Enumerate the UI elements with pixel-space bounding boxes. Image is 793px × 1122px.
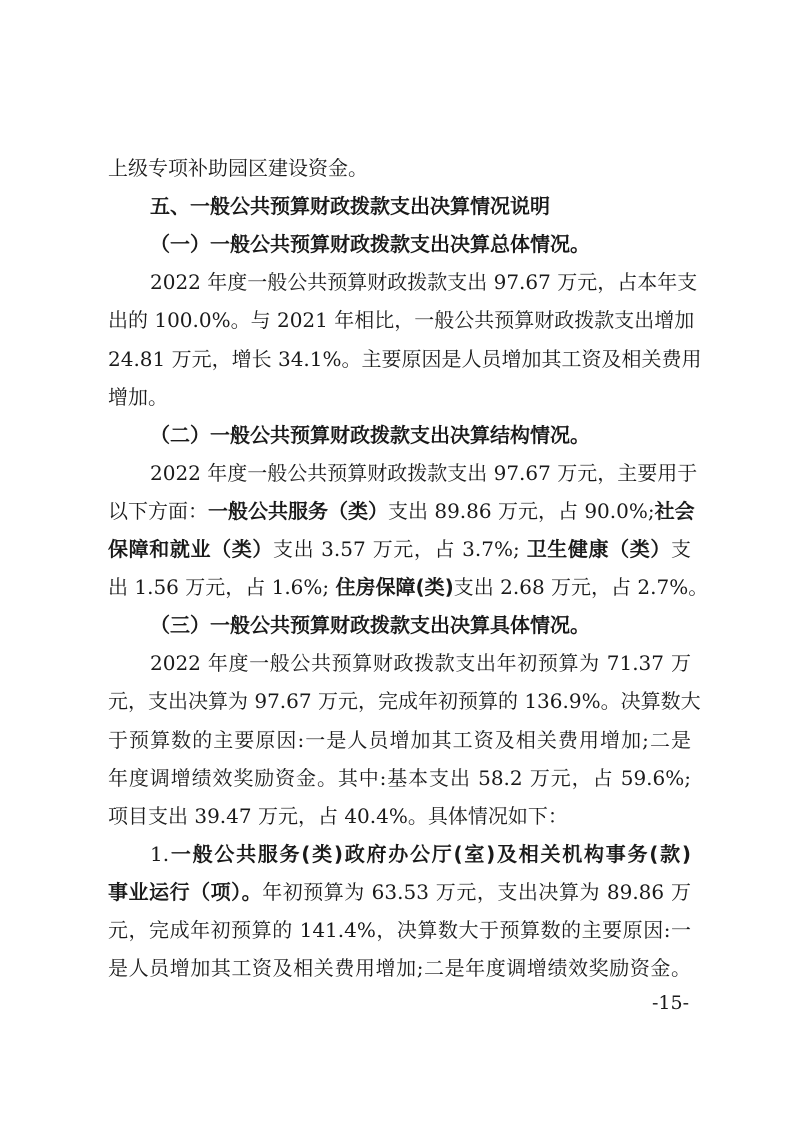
- text-segment: 24.81 万元，增长 34.1%。主要原因是人员增加其工资及相关费用: [108, 346, 702, 371]
- section-heading: [150, 231, 691, 257]
- text-line: [108, 688, 701, 714]
- text-segment: （二）一般公共预算财政拨款支出决算结构情况。: [150, 422, 590, 447]
- text-segment: 支: [671, 537, 692, 561]
- text-line: [150, 650, 691, 676]
- text-line: [150, 841, 691, 867]
- text-segment: 支出 3.57 万元，占 3.7%;: [272, 537, 527, 561]
- text-segment: 年度调增绩效奖励资金。其中:基本支出 58.2 万元，占 59.6%;: [108, 765, 691, 790]
- bold-text: 卫生健康（类）: [526, 537, 672, 561]
- text-segment: 元，完成年初预算的 141.4%，决算数大于预算数的主要原因:一: [108, 918, 691, 942]
- bold-text: 住房保障(类): [335, 575, 454, 600]
- text-segment: 2022 年度一般公共预算财政拨款支出 97.67 万元，占本年支: [150, 270, 698, 295]
- text-segment: （一）一般公共预算财政拨款支出决算总体情况。: [150, 232, 590, 257]
- text-line: [108, 765, 691, 791]
- bold-text: 保障和就业（类）: [108, 537, 273, 561]
- text-line: [108, 155, 691, 181]
- text-line: [108, 498, 695, 524]
- text-segment: 项目支出 39.47 万元，占 40.4%。具体情况如下：: [108, 803, 568, 828]
- text-segment: 支出 89.86 万元，占 90.0%;: [388, 498, 655, 523]
- section-heading: [150, 193, 691, 219]
- text-segment: 出的 100.0%。与 2021 年相比，一般公共预算财政拨款支出增加: [108, 308, 695, 333]
- bold-text: 一般公共服务(类)政府办公厅(室)及相关机构事务(款): [169, 841, 691, 866]
- text-segment: 于预算数的主要原因:一是人员增加其工资及相关费用增加;二是: [108, 727, 691, 752]
- text-line: [108, 879, 691, 905]
- text-line: [108, 307, 695, 333]
- text-line: [108, 574, 709, 600]
- text-segment: 五、一般公共预算财政拨款支出决算情况说明: [150, 194, 550, 219]
- text-segment: 是人员增加其工资及相关费用增加;二是年度调增绩效奖励资金。: [108, 956, 691, 981]
- page-number: -15-: [652, 992, 690, 1014]
- text-segment: 2022 年度一般公共预算财政拨款支出 97.67 万元，主要用于: [150, 460, 698, 485]
- text-segment: （三）一般公共预算财政拨款支出决算具体情况。: [150, 613, 590, 638]
- bold-text: 社会: [654, 498, 695, 523]
- text-segment: 元，支出决算为 97.67 万元，完成年初预算的 136.9%。决算数大: [108, 689, 701, 714]
- text-segment: 1.: [150, 841, 170, 866]
- text-line: [108, 803, 691, 829]
- text-segment: 2022 年度一般公共预算财政拨款支出年初预算为 71.37 万: [150, 651, 691, 676]
- bold-text: 事业运行（项）。: [108, 879, 263, 904]
- section-heading: [150, 612, 691, 638]
- bold-text: 一般公共服务（类）: [208, 498, 388, 523]
- text-segment: 支出 2.68 万元，占 2.7%。: [453, 575, 709, 600]
- text-line: [108, 727, 691, 753]
- text-line: [108, 955, 691, 981]
- text-line: [108, 384, 691, 410]
- section-heading: [150, 422, 691, 448]
- text-segment: 上级专项补助园区建设资金。: [108, 156, 368, 180]
- text-line: [108, 917, 691, 943]
- text-segment: 出 1.56 万元，占 1.6%;: [108, 575, 336, 600]
- text-segment: 年初预算为 63.53 万元，支出决算为 89.86 万: [262, 879, 692, 904]
- text-segment: 增加。: [108, 384, 168, 409]
- text-line: [150, 269, 698, 295]
- text-line: [108, 346, 702, 372]
- text-line: [150, 460, 698, 486]
- text-line: [108, 536, 691, 562]
- text-segment: 以下方面：: [108, 498, 208, 523]
